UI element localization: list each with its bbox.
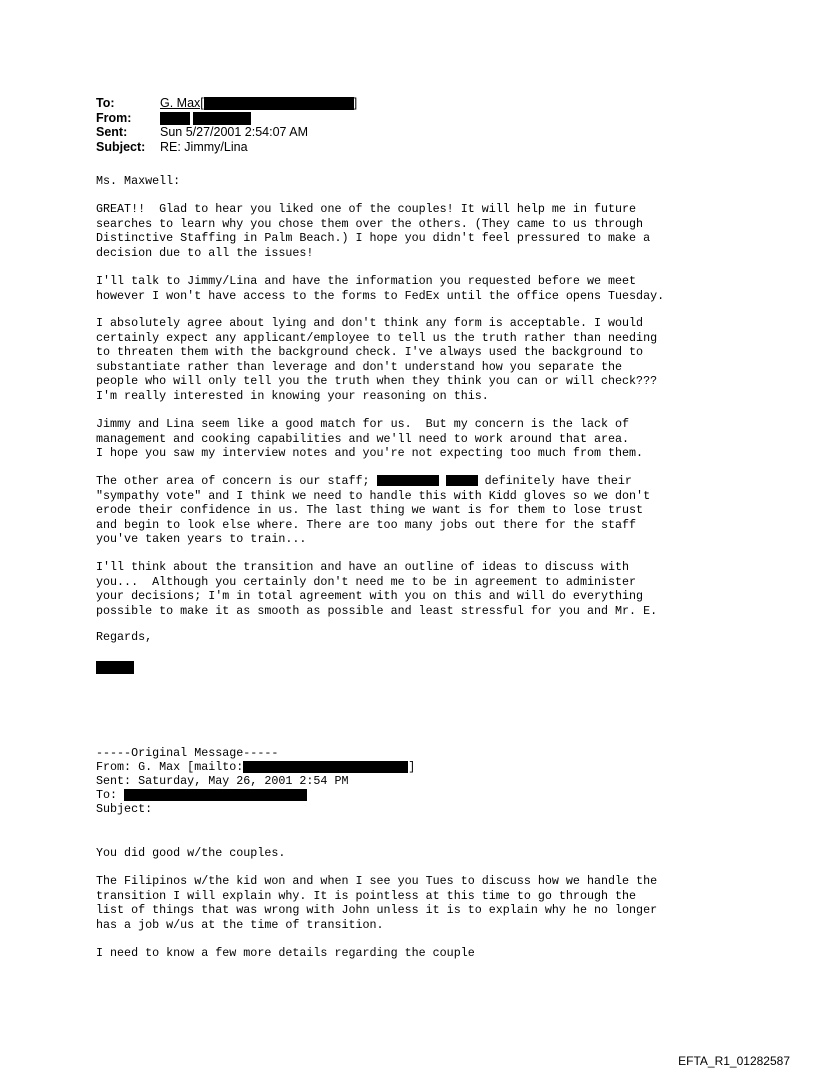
email-header xyxy=(96,96,357,154)
redaction-box xyxy=(160,112,190,125)
redaction-box xyxy=(377,475,439,486)
subject-label: Subject: xyxy=(96,139,146,154)
from-row xyxy=(96,111,357,126)
from-label: From: xyxy=(96,110,132,125)
redaction-box xyxy=(243,761,408,773)
paragraph-1: GREAT!! Glad to hear you liked one of the couples! It will help me in future searches to learn why you chose them over the others. (They came to us through Distinctive Staffing in Palm Beach.) I hope you didn't feel pressured to make a decision due to all the issues! xyxy=(96,202,651,260)
from-value xyxy=(160,111,251,125)
sent-value: Sun 5/27/2001 2:54:07 AM xyxy=(160,125,309,140)
to-label: To: xyxy=(96,96,115,111)
original-from: From: G. Max [mailto: ] xyxy=(96,760,416,774)
original-sent: Sent: Saturday, May 26, 2001 2:54 PM xyxy=(96,774,349,788)
greeting: Ms. Maxwell: xyxy=(96,174,181,188)
paragraph-2: I'll talk to Jimmy/Lina and have the information you requested before we meet however I won't have access to the forms to FedEx until the office opens Tuesday. xyxy=(96,274,665,303)
sent-row xyxy=(96,125,357,140)
document-id: EFTA_R1_01282587 xyxy=(678,1054,790,1068)
quoted-paragraph: The Filipinos w/the kid won and when I see you Tues to discuss how we handle the transition I will explain why. It is pointless at this time to go through the list of things that was wrong with John unless it is to explain why he no longer has a job w/us at the time of transition. xyxy=(96,874,658,932)
paragraph-6: I'll think about the transition and have an outline of ideas to discuss with you... Although you certainly don't need me to be in agreement to administer your decisions; I'm in total agreement with you on this and will do everything possible to make it as smooth as possible and least stressful for you and Mr. E. xyxy=(96,560,658,618)
subject-value: RE: Jimmy/Lina xyxy=(160,139,248,154)
quoted-line-3: I need to know a few more details regarding the couple xyxy=(96,946,475,960)
subject-row xyxy=(96,140,357,155)
quoted-line-1: You did good w/the couples. xyxy=(96,846,286,860)
redaction-box xyxy=(204,97,354,110)
original-to: To: xyxy=(96,788,307,803)
original-message-divider: -----Original Message----- xyxy=(96,746,279,760)
redaction-box xyxy=(124,789,307,801)
paragraph-4: Jimmy and Lina seem like a good match for us. But my concern is the lack of management and cooking capabilities and we'll need to work around that area. I hope you saw my interview notes and you're not expecting too much from them. xyxy=(96,417,644,460)
redaction-box xyxy=(446,475,478,486)
closing: Regards, xyxy=(96,630,153,644)
original-subject: Subject: xyxy=(96,802,153,816)
to-value: G. Max[ ] xyxy=(160,96,358,111)
to-row xyxy=(96,96,357,111)
signature-redaction xyxy=(96,661,134,674)
paragraph-5: The other area of concern is our staff; definitely have their "sympathy vote" and I think we need to handle this with Kidd gloves so we don't erode their confidence in us. The last thing we want is for them to lose trust and begin to look else where. There are too many jobs out there for the staff you've taken years to train... xyxy=(96,474,651,546)
sent-label: Sent: xyxy=(96,125,128,140)
redaction-box xyxy=(193,112,251,125)
paragraph-3: I absolutely agree about lying and don't think any form is acceptable. I would certainly expect any applicant/employee to tell us the truth rather than needing to threaten them with the background check. I've always used the background to substantiate rather than leverage and don't understand how you separate the people who will only tell you the truth when they think you can or will check??? I'm really interested in knowing your reasoning on this. xyxy=(96,316,658,403)
